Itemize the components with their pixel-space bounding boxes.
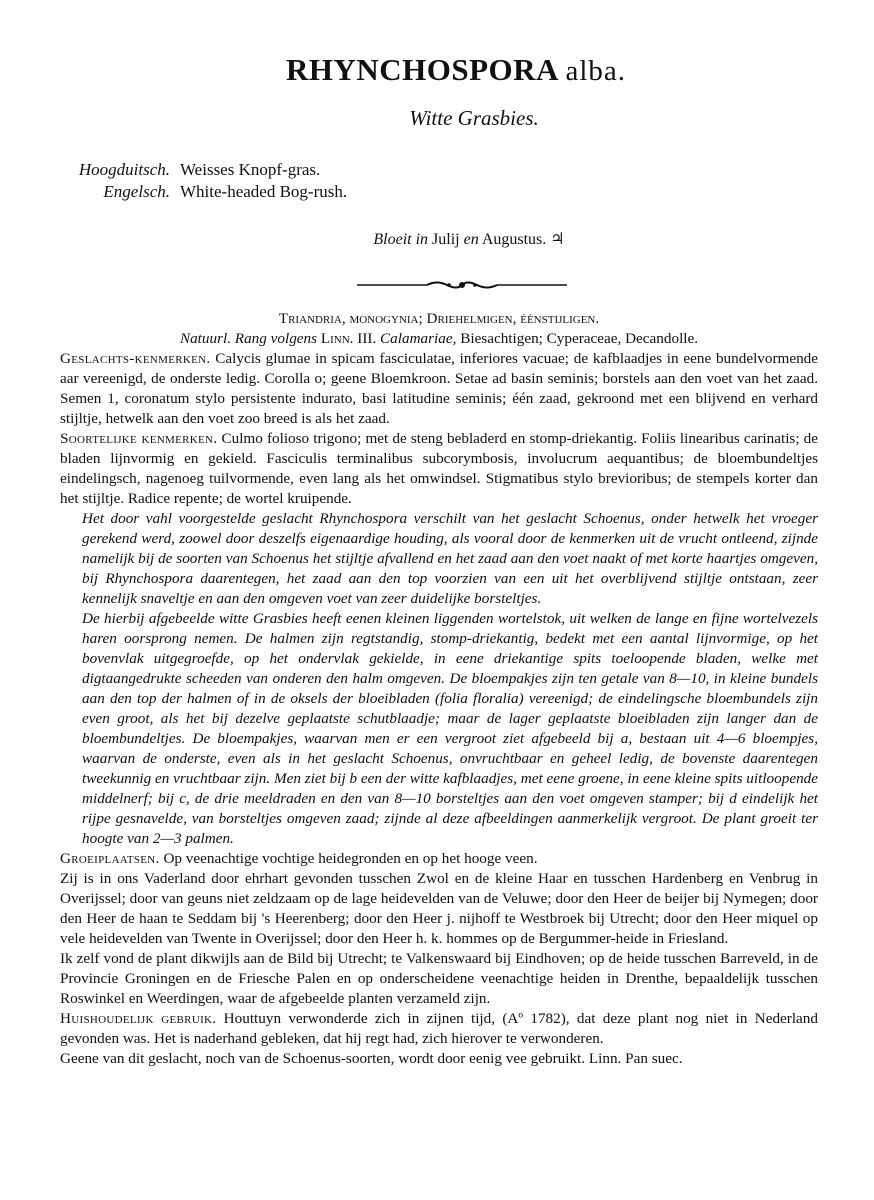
- bloom-label: Bloeit in: [373, 231, 429, 248]
- ornament-divider: [311, 277, 567, 291]
- vernacular-name: White-headed Bog-rush.: [180, 182, 348, 201]
- section-heading: Huishoudelijk gebruik.: [60, 1010, 217, 1027]
- flowering-time: [60, 229, 818, 249]
- bloom-month-a: Julij: [432, 231, 460, 248]
- bloom-conj: en: [463, 231, 479, 248]
- distribution-paragraph: Zij is in ons Vaderland door ehrhart gevonden tusschen Zwol en de kleine Haar en tusschen Hardenberg en Venbrug in Overijssel; door van geuns niet zeldzaam op de lage heidevelden van de Veluwe; door den Heer de beijer bij Nymegen; door den Heer de haan te Seddam bij 's Heerenberg; door den Heer j. nijhoff te Westbroek bij Utrecht; door den Heer miquel op vele heidevelden van Twente in Overijssel; door den Heer h. k. hommes op de Bergummer-heide in Friesland.: [60, 870, 818, 947]
- title-species: alba.: [565, 55, 627, 87]
- natural-rank-line: Natuurl. Rang volgens Linn. III. Calamariae, Biesachtigen; Cyperaceae, Decandolle.: [179, 330, 699, 347]
- section-heading: Geslachts-kenmerken.: [60, 350, 211, 367]
- vernacular-row-german: [60, 159, 818, 181]
- section-heading: Groeiplaatsen.: [60, 850, 160, 867]
- plant-description: De hierbij afgebeelde witte Grasbies heeft eenen kleinen liggenden wortelstok, uit welken de lange en fijne wortelvezels haren oorsprong nemen. De halmen zijn regtstandig, stomp-driekantig, bedekt met een aantal lijnvormige, op het bovenvlak uitgegroefde, op het ondervlak gekielde, in eene driekantige spits toeloopende bladen, welke met digtaangedrukte scheeden van onderen den halm omgeven. De bloempakjes zijn ten getale van 8—10, in kleine bundels aan den top der halmen of in de oksels der bloeibladen (folia floralia) vereenigd; de eindelingsche bloembundels zijn even groot, als het bij dezelve geplaatste schutblaadje; maar de lager geplaatste bloeibladen zijn langer dan de bloembundeltjes. De bloempakjes, waarvan men er een vergroot ziet afgebeeld bij a, bestaan uit 4—6 bloempjes, waarvan de onderste, even als in het geslacht Schoenus, onvruchtbaar en geheel ledig, de bovenste daarentegen tweekunnig en vruchtbaar zijn. Men ziet bij b een der witte kafblaadjes, met eene groene, in eene kleine spits uitloopende middelnerf; bij c, de drie meeldraden en den van 8—10 borsteltjes aan den voet omgeven stamper; bij d eindelijk het rijpe gesnavelde, van borsteltjes omgeven zaad; zijnde al deze afbeeldingen aanmerkelijk vergroot. De plant groeit ter hoogte van 2—3 palmen.: [82, 610, 818, 847]
- section-heading: Soortelijke kenmerken.: [60, 430, 218, 447]
- dutch-name: Witte Grasbies.: [409, 106, 539, 130]
- collection-paragraph: Ik zelf vond de plant dikwijls aan de Bild bij Utrecht; te Valkenswaard bij Eindhoven; op de heide tusschen Barreveld, in de Provincie Groningen en de Friesche Palen en op onderscheidene veenachtige heiden in Drenthe, bepaaldelijk tusschen Roswinkel en Weerdingen, waar de afgebeelde planten verzameld zijn.: [60, 950, 818, 1007]
- habitat: Groeiplaatsen. Op veenachtige vochtige heidegronden en op het hooge veen.: [60, 850, 538, 867]
- bloom-month-b: Augustus.: [481, 231, 547, 248]
- economic-use: Huishoudelijk gebruik. Houttuyn verwonderde zich in zijnen tijd, (Aº 1782), dat deze plant nog niet in Nederland gevonden was. Het is naderhand gebleken, dat hij regt had, zich hierover te verwonderen.: [60, 1010, 818, 1047]
- title-genus: RHYNCHOSPORA: [285, 52, 558, 87]
- page-title: [60, 0, 818, 88]
- genus-note: Het door vahl voorgestelde geslacht Rhynchospora verschilt van het geslacht Schoenus, onder hetwelk het vroeger gerekend werd, zoowel door deszelfs eigenaardige houding, als vooral door de kenmerken uit de vrucht ontleend, zijnde namelijk bij de soorten van Schoenus het stijltje afvallend en het zaad aan den voet naakt of met korte haartjes omgeven, bij Rhynchospora daarentegen, het zaad aan den top voorzien van een uit het overblijvend stijltje ontstaan, zeer kennelijk snaveltje en aan den omgeven voet van zeer duidelijke borsteltjes.: [82, 510, 818, 607]
- genus-characters: Geslachts-kenmerken. Calycis glumae in spicam fasciculatae, inferiores vacuae; de kafblaadjes in eene bundelvormende aar vereenigd, de onderste ledig. Corolla o; geene Bloemkroon. Setae ad basin seminis; borstels aan den voet van het zaad. Semen 1, coronatum stylo persistente indurato, basi latitudine seminis; één zaad, gekroond met een blijvend en verhard stijltje, hetwelk aan den voet zoo breed is als het zaad.: [60, 350, 819, 427]
- language-label: Hoogduitsch.: [78, 160, 170, 179]
- vernacular-names: [60, 159, 818, 203]
- perennial-symbol: ♃: [550, 231, 565, 248]
- vernacular-row-english: [60, 181, 818, 203]
- body-text: [60, 309, 818, 1069]
- closing-line: Geene van dit geslacht, noch van de Schoenus-soorten, wordt door eenig vee gebruikt. Linn. Pan suec.: [60, 1050, 683, 1067]
- classification-line: Triandria, monogynia; Driehelmigen, éénstijligen.: [278, 310, 600, 327]
- language-label: Engelsch.: [103, 182, 170, 201]
- species-characters: Soortelijke kenmerken. Culmo folioso trigono; met de steng bebladerd en stomp-driekantig. Foliis linearibus carinatis; de bladen lijnvormig en gekield. Fasciculis terminalibus subcorymbosis, involucrum aequantibus; de bloembundeltjes eindelingsch, nagenoeg tuilvormende, even lang als het omwindsel. Stigmatibus stylo brevioribus; de stempels korter dan het stijltje. Radice repente; de wortel kruipende.: [60, 430, 819, 507]
- vernacular-name: Weisses Knopf-gras.: [180, 160, 321, 179]
